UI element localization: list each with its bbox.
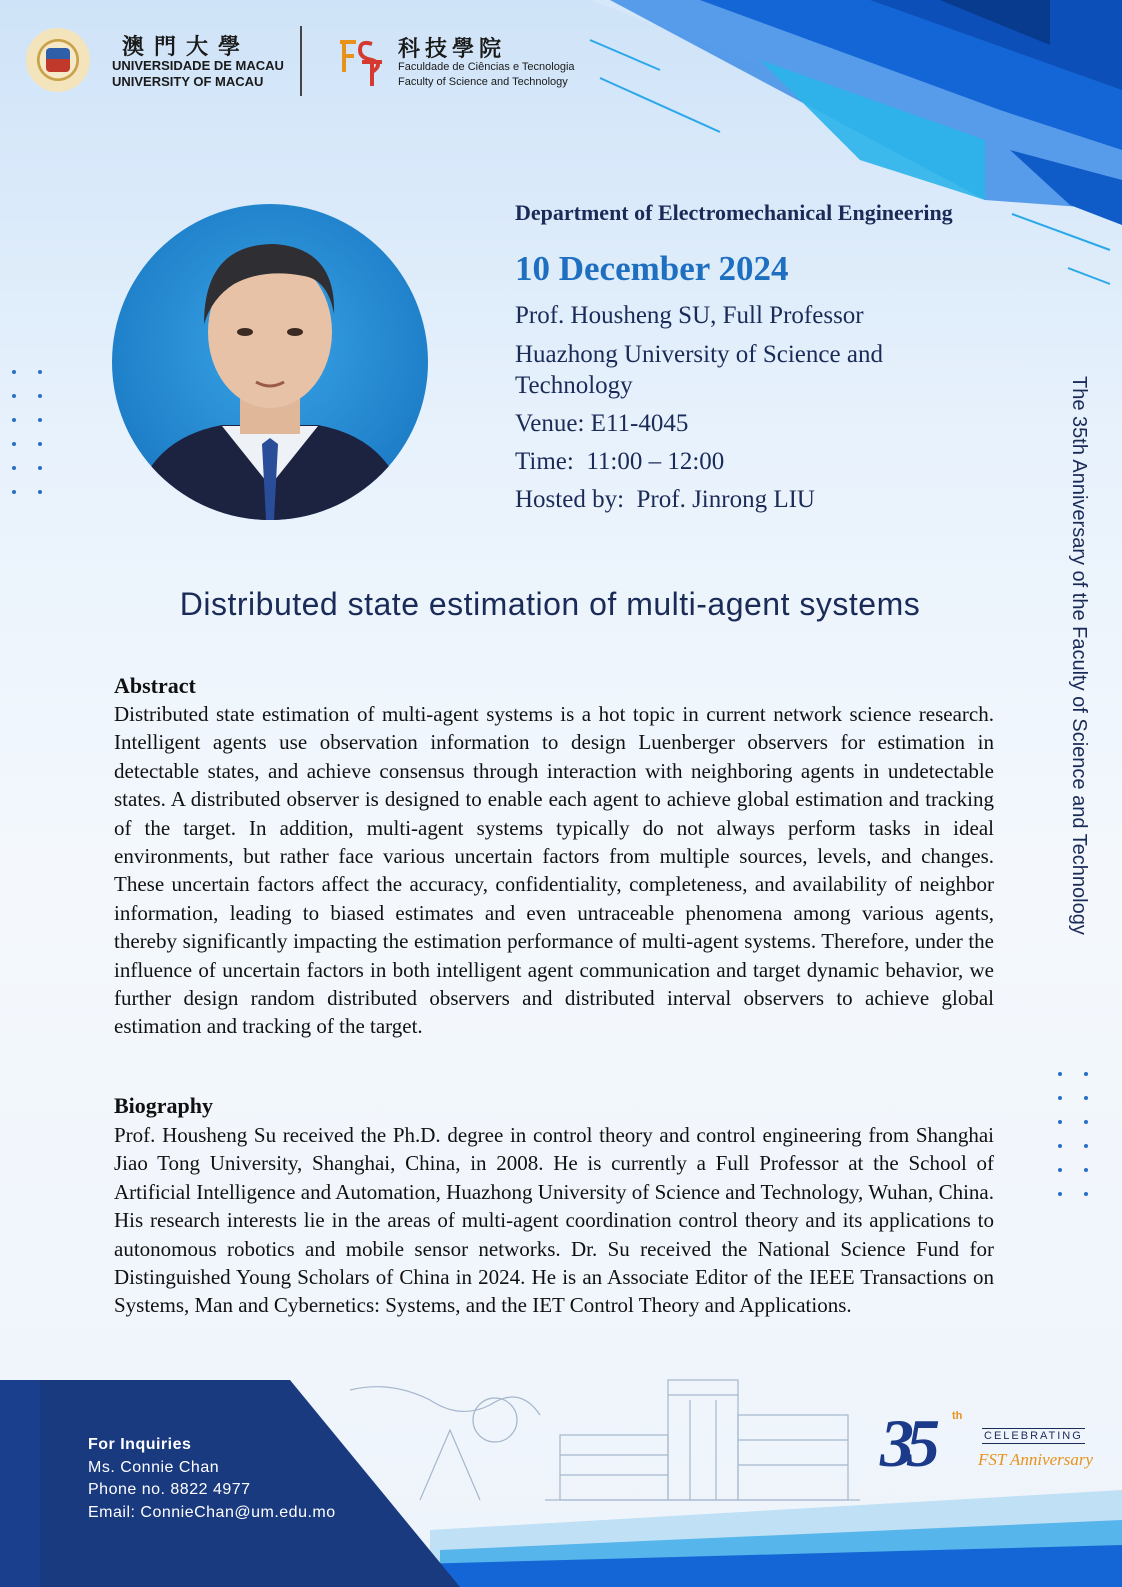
- department-name: Department of Electromechanical Engineering: [515, 200, 953, 225]
- um-seal-logo: [26, 28, 90, 92]
- biography-text: Prof. Housheng Su received the Ph.D. degree in control theory and control engineering from Shanghai Jiao Tong University, Shanghai, China, in 2008. He is currently a Full Professor at the School of Artificial Intelligence and Automation, Huazhong University of Science and Technology, Wuhan, China. His research interests lie in the areas of multi-agent coordination control theory and its applications to autonomous robotics and mobile sensor networks. Dr. Su received the National Science Fund for Distinguished Young Scholars of China in 2024. He is an Associate Editor of the IEEE Transactions on Systems, Man and Cybernetics: Systems, and the IET Control Theory and Applications.: [114, 1123, 994, 1318]
- fst-logo: [336, 34, 386, 90]
- anniversary-celebrating: CELEBRATING: [984, 1430, 1083, 1442]
- anniversary-label: FST Anniversary: [978, 1450, 1094, 1469]
- inquiries-block: [88, 1434, 336, 1524]
- right-dot-grid: [1058, 1072, 1098, 1202]
- anniversary-suffix: th: [952, 1410, 963, 1422]
- event-time: Time: 11:00 – 12:00: [515, 448, 725, 475]
- um-english-name: UNIVERSITY OF MACAU: [112, 74, 264, 89]
- abstract-heading: Abstract: [114, 673, 196, 698]
- fst-portuguese-name: Faculdade de Ciências e Tecnologia: [398, 61, 575, 73]
- fst-chinese-name: 科技學院: [398, 36, 507, 61]
- event-venue: Venue: E11-4045: [515, 410, 689, 437]
- speaker-affiliation: Huazhong University of Science and Technology: [515, 341, 883, 399]
- inquiries-contact-name: Ms. Connie Chan: [88, 1458, 220, 1476]
- fst-english-name: Faculty of Science and Technology: [398, 76, 568, 88]
- event-host: Hosted by: Prof. Jinrong LIU: [515, 486, 815, 513]
- um-chinese-name: 澳門大學: [122, 34, 251, 59]
- header-divider: [300, 26, 302, 96]
- inquiries-email: Email: ConnieChan@um.edu.mo: [88, 1503, 336, 1521]
- event-date: 10 December 2024: [515, 249, 789, 288]
- talk-title: Distributed state estimation of multi-agent systems: [179, 586, 921, 622]
- inquiries-title: For Inquiries: [88, 1436, 192, 1453]
- anniversary-side-text: The 35th Anniversary of the Faculty of Science and Technology: [1068, 376, 1090, 935]
- um-portuguese-name: UNIVERSIDADE DE MACAU: [112, 58, 284, 73]
- inquiries-phone: Phone no. 8822 4977: [88, 1481, 251, 1498]
- left-dot-grid: [12, 370, 52, 500]
- biography-heading: Biography: [114, 1093, 214, 1118]
- speaker-name: Prof. Housheng SU, Full Professor: [515, 302, 864, 329]
- abstract-text: Distributed state estimation of multi-agent systems is a hot topic in current network science research. Intelligent agents use observation information to design Luenberger observers for estimation in detectable states, and achieve consensus through interaction with neighboring agents in undetectable states. A distributed observer is designed to enable each agent to achieve global estimation and tracking of the target. In addition, multi-agent systems typically do not always perform tasks in ideal environments, but rather face various uncertain factors from multiple sources, levels, and changes. These uncertain factors affect the accuracy, confidentiality, completeness, and availability of neighbor information, leading to biased estimates and even untraceable phenomena among various agents, thereby significantly impacting the estimation performance of multi-agent systems. Therefore, under the influence of uncertain factors in both intelligent agent communication and target dynamic behavior, we further design random distributed observers and distributed interval observers to achieve global estimation and tracking of the target.: [114, 702, 994, 1039]
- speaker-photo: [112, 204, 428, 520]
- anniversary-number: 35: [880, 1405, 932, 1481]
